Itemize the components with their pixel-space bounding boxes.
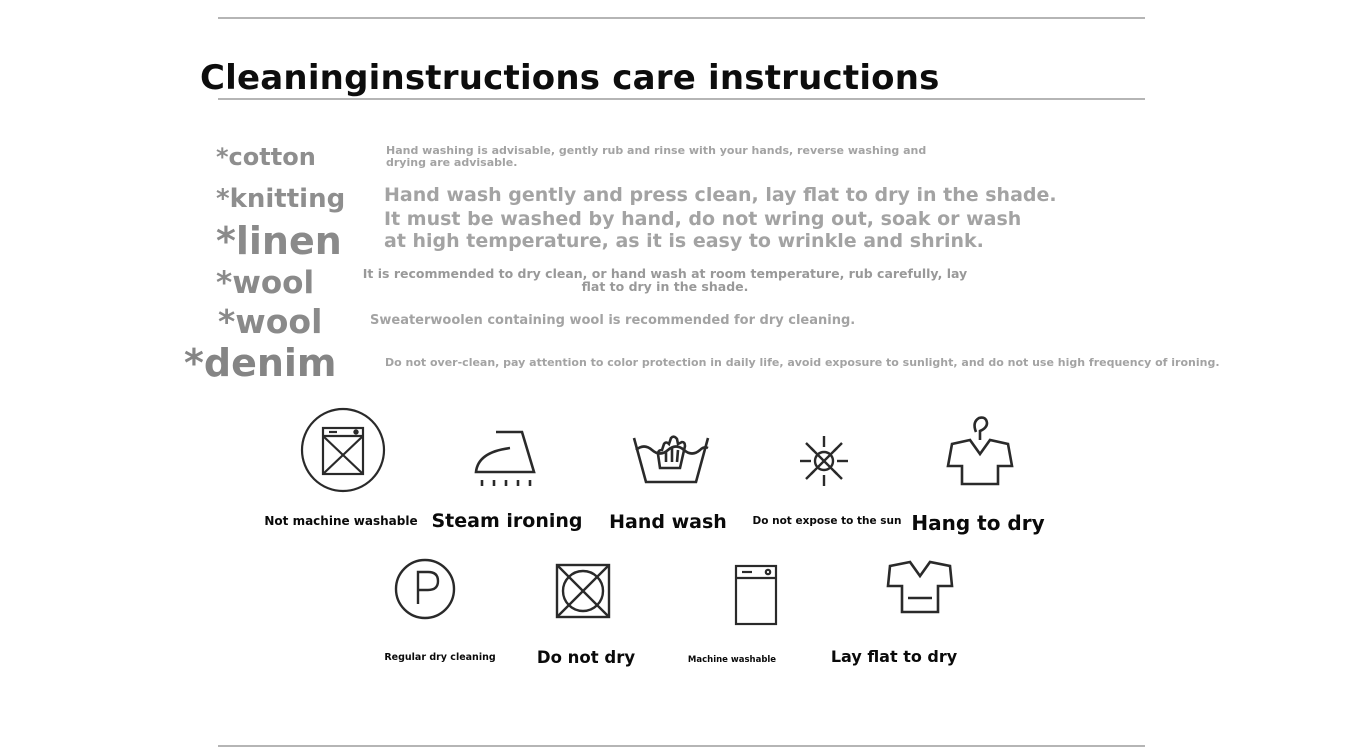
hand-wash-icon <box>630 424 712 488</box>
material-name-denim: *denim <box>184 341 337 385</box>
symbol-label-no-sun: Do not expose to the sun <box>752 515 902 527</box>
material-name-cotton: *cotton <box>216 143 316 171</box>
steam-iron-icon <box>470 426 544 490</box>
no-machine-wash-icon <box>299 406 387 494</box>
material-name-wool: *wool <box>216 265 315 301</box>
no-sun-icon <box>796 432 852 490</box>
material-name-linen: *linen <box>216 219 342 263</box>
page-title: Cleaninginstructions care instructions <box>200 58 940 98</box>
material-desc-wool: Sweaterwoolen containing wool is recommended for dry cleaning. <box>370 313 856 328</box>
symbol-label-dry-clean: Regular dry cleaning <box>384 652 496 663</box>
material-name-knitting: *knitting <box>216 184 346 214</box>
hang-dry-icon <box>944 414 1016 490</box>
bottom-divider <box>218 745 1145 747</box>
material-desc-cotton: Hand washing is advisable, gently rub and rinse with your hands, reverse washing and drying are advisable. <box>386 144 927 170</box>
symbol-label-steam-iron: Steam ironing <box>431 510 583 532</box>
machine-wash-icon <box>730 562 782 626</box>
title-divider <box>218 98 1145 100</box>
flat-dry-icon <box>884 558 956 618</box>
material-desc-wool: It is recommended to dry clean, or hand wash at room temperature, rub carefully, lay flat to dry in the shade. <box>362 266 968 295</box>
material-name-wool: *wool <box>218 302 323 341</box>
symbol-label-hand-wash: Hand wash <box>609 511 727 533</box>
symbol-label-flat-dry: Lay flat to dry <box>830 647 958 666</box>
material-desc-linen: It must be washed by hand, do not wring out, soak or wash at high temperature, as it is easy to wrinkle and shrink. <box>384 208 1022 253</box>
do-not-dry-icon <box>553 560 613 622</box>
dry-clean-icon <box>392 556 458 622</box>
top-divider <box>218 17 1145 19</box>
symbol-label-machine-wash: Machine washable <box>687 655 777 665</box>
symbol-label-do-not-dry: Do not dry <box>536 648 636 667</box>
material-desc-denim: Do not over-clean, pay attention to color protection in daily life, avoid exposure to sunlight, and do not use high frequency of ironing. <box>385 356 1220 369</box>
symbol-label-hang-dry: Hang to dry <box>911 511 1045 535</box>
symbol-label-no-machine-wash: Not machine washable <box>264 514 418 528</box>
material-desc-knitting: Hand wash gently and press clean, lay flat to dry in the shade. <box>384 184 1057 206</box>
